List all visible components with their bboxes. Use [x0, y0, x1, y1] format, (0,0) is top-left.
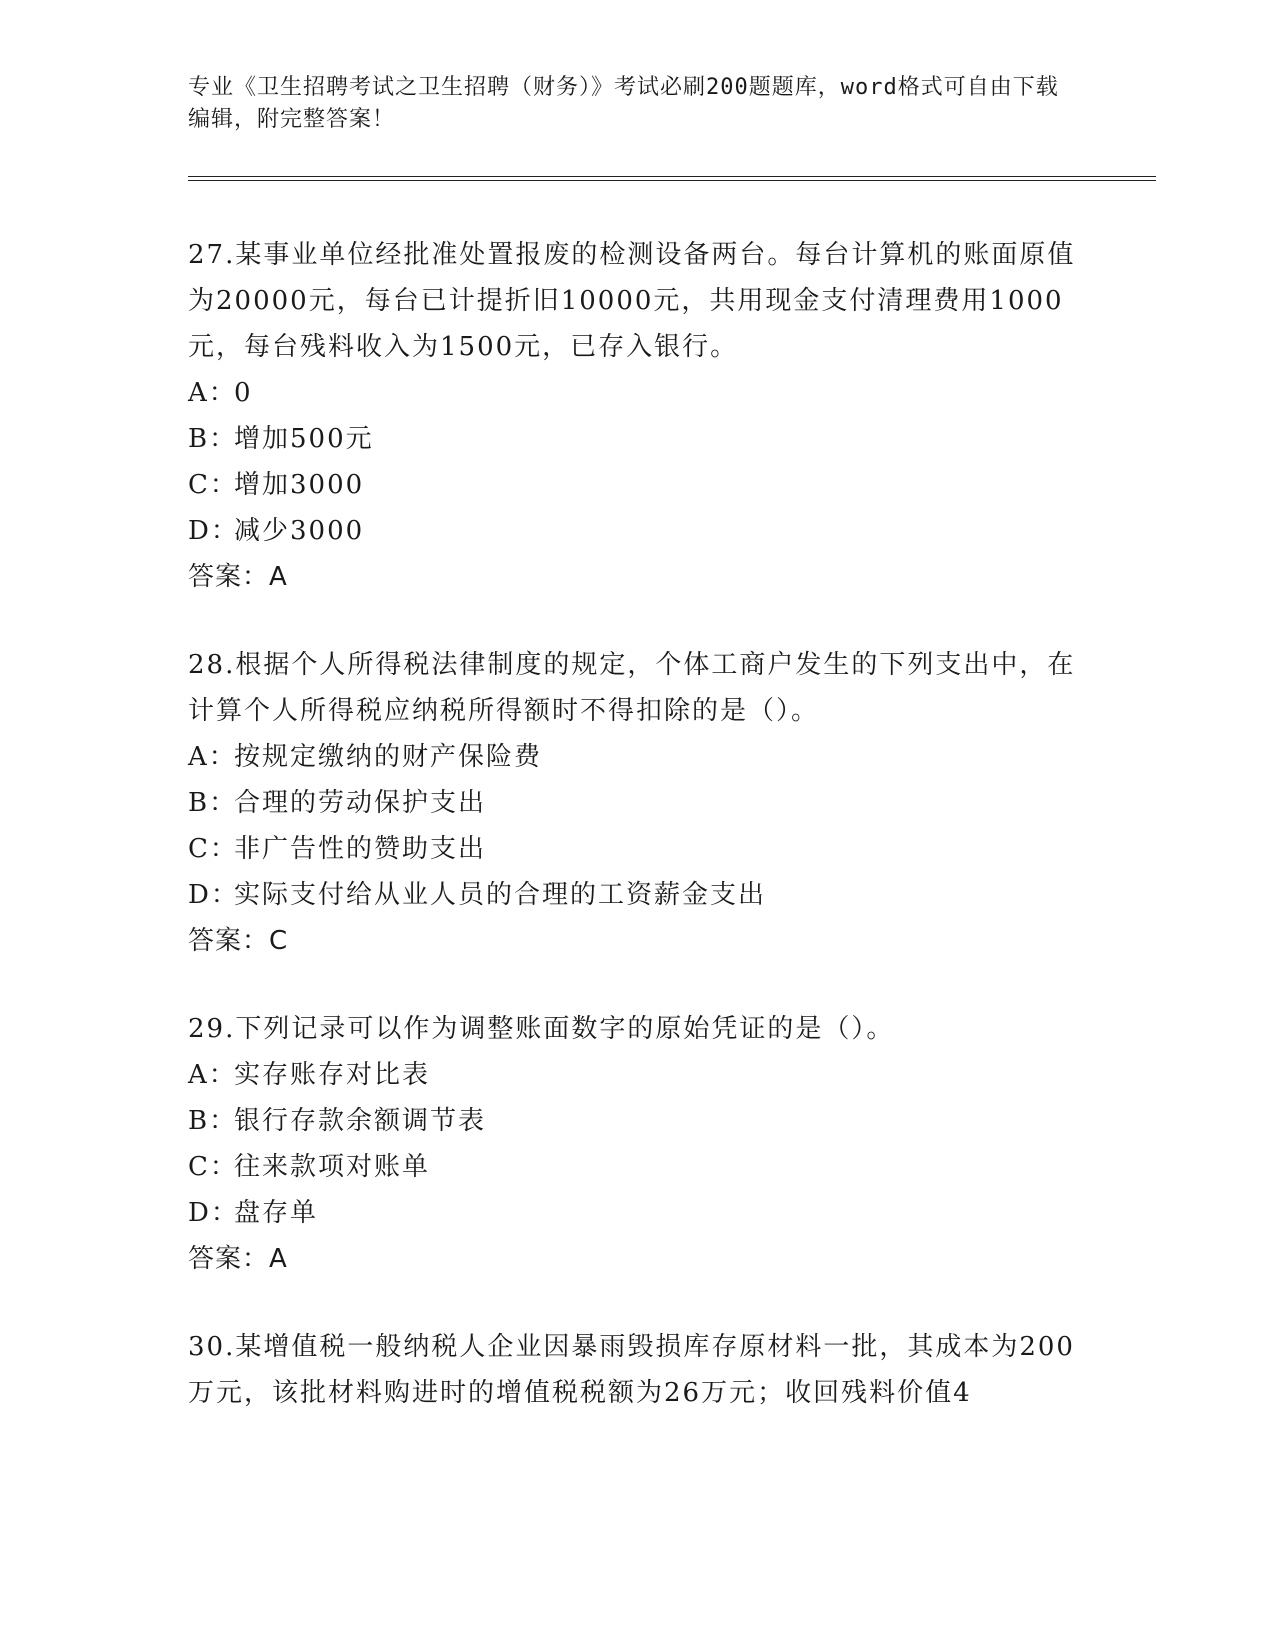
option-letter: A： [188, 742, 237, 772]
option-letter: B： [188, 424, 238, 454]
option-text: 减少3000 [234, 516, 365, 546]
question-29 [188, 1006, 1088, 1282]
question-stem: 29.下列记录可以作为调整账面数字的原始凭证的是（）。 [188, 1014, 895, 1044]
option-a [188, 734, 1088, 780]
option-a [188, 1052, 1088, 1098]
option-text: 盘存单 [234, 1198, 319, 1228]
question-28 [188, 642, 1088, 964]
question-stem: 27.某事业单位经批准处置报废的检测设备两台。每台计算机的账面原值为20000元，每台已计提折旧10000元，共用现金支付清理费用1000元，每台残料收入为1500元，已存入银行。 [188, 240, 1076, 362]
option-letter: D： [188, 880, 239, 910]
option-letter: A： [188, 378, 237, 408]
option-text: 合理的劳动保护支出 [234, 788, 487, 818]
option-b [188, 1098, 1088, 1144]
question-stem: 28.根据个人所得税法律制度的规定，个体工商户发生的下列支出中，在计算个人所得税应纳税所得额时不得扣除的是（）。 [188, 650, 1076, 726]
option-text: 实存账存对比表 [234, 1060, 431, 1090]
option-letter: C： [188, 470, 238, 500]
option-a [188, 370, 1088, 416]
option-d [188, 872, 1088, 918]
question-list [188, 232, 1088, 1458]
question-30 [188, 1324, 1088, 1416]
option-d [188, 1190, 1088, 1236]
option-text: 非广告性的赞助支出 [234, 834, 487, 864]
answer: 答案：C [188, 926, 289, 956]
option-text: 按规定缴纳的财产保险费 [234, 742, 543, 772]
question-27 [188, 232, 1088, 600]
header-text: 专业《卫生招聘考试之卫生招聘（财务）》考试必刷200题题库，word格式可自由下载编辑，附完整答案！ [188, 75, 1059, 132]
option-text: 银行存款余额调节表 [234, 1106, 487, 1136]
question-stem: 30.某增值税一般纳税人企业因暴雨毁损库存原材料一批，其成本为200万元，该批材料购进时的增值税税额为26万元；收回残料价值4 [188, 1332, 1075, 1408]
option-b [188, 780, 1088, 826]
header-divider [188, 176, 1156, 181]
option-letter: D： [188, 516, 239, 546]
option-c [188, 462, 1088, 508]
option-letter: B： [188, 788, 238, 818]
option-text: 往来款项对账单 [234, 1152, 431, 1182]
option-letter: B： [188, 1106, 238, 1136]
answer: 答案：A [188, 562, 288, 592]
document-header [188, 72, 1068, 136]
option-letter: C： [188, 1152, 238, 1182]
option-c [188, 826, 1088, 872]
answer: 答案：A [188, 1244, 288, 1274]
option-text: 增加3000 [234, 470, 365, 500]
option-text: 0 [234, 378, 253, 408]
option-letter: A： [188, 1060, 237, 1090]
option-letter: C： [188, 834, 238, 864]
option-text: 增加500元 [234, 424, 374, 454]
option-d [188, 508, 1088, 554]
option-letter: D： [188, 1198, 239, 1228]
option-b [188, 416, 1088, 462]
option-text: 实际支付给从业人员的合理的工资薪金支出 [234, 880, 767, 910]
option-c [188, 1144, 1088, 1190]
